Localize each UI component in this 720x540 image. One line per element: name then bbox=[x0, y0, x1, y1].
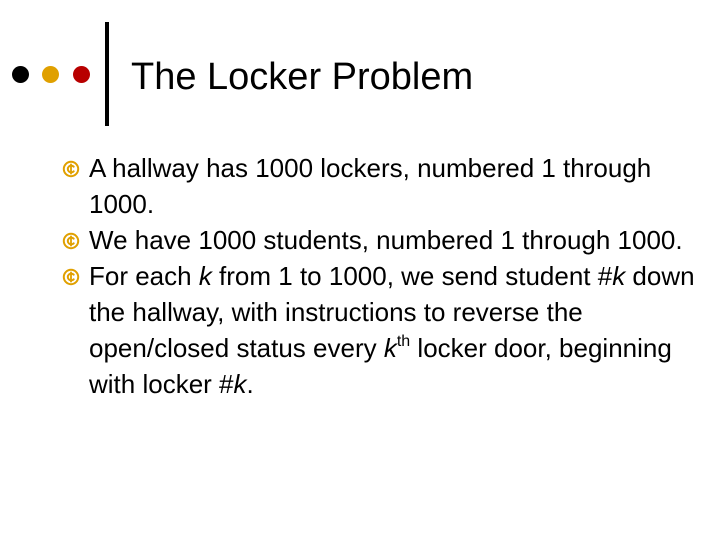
bullet-text-part: For each bbox=[89, 261, 199, 291]
bullet-item-instructions bbox=[62, 258, 702, 402]
bullet-text-part: down the hallway, with instructions to reverse the open/closed status every bbox=[89, 261, 695, 363]
variable-k: k bbox=[233, 369, 247, 399]
bullet-list bbox=[62, 150, 702, 402]
bullet-text: We have 1000 students, numbered 1 through 1000. bbox=[89, 225, 683, 255]
cent-circle-bullet-icon bbox=[62, 160, 80, 178]
variable-k: k bbox=[383, 333, 397, 363]
bullet-item-students bbox=[62, 222, 702, 258]
bullet-item-hallway bbox=[62, 150, 702, 222]
black-dot-icon bbox=[12, 66, 29, 83]
title-divider bbox=[105, 22, 109, 126]
variable-k: k bbox=[198, 261, 212, 291]
bullet-text-part: . bbox=[246, 369, 254, 399]
slide-title: The Locker Problem bbox=[131, 56, 474, 98]
cent-circle-bullet-icon bbox=[62, 232, 80, 250]
red-dot-icon bbox=[73, 66, 90, 83]
superscript-th: th bbox=[396, 332, 411, 350]
header-decoration bbox=[0, 0, 120, 130]
bullet-text-part: locker door, beginning with locker # bbox=[89, 333, 672, 399]
gold-dot-icon bbox=[42, 66, 59, 83]
bullet-text: A hallway has 1000 lockers, numbered 1 through 1000. bbox=[89, 153, 652, 219]
variable-k: k bbox=[612, 261, 626, 291]
cent-circle-bullet-icon bbox=[62, 268, 80, 286]
bullet-text-part: from 1 to 1000, we send student # bbox=[211, 261, 613, 291]
